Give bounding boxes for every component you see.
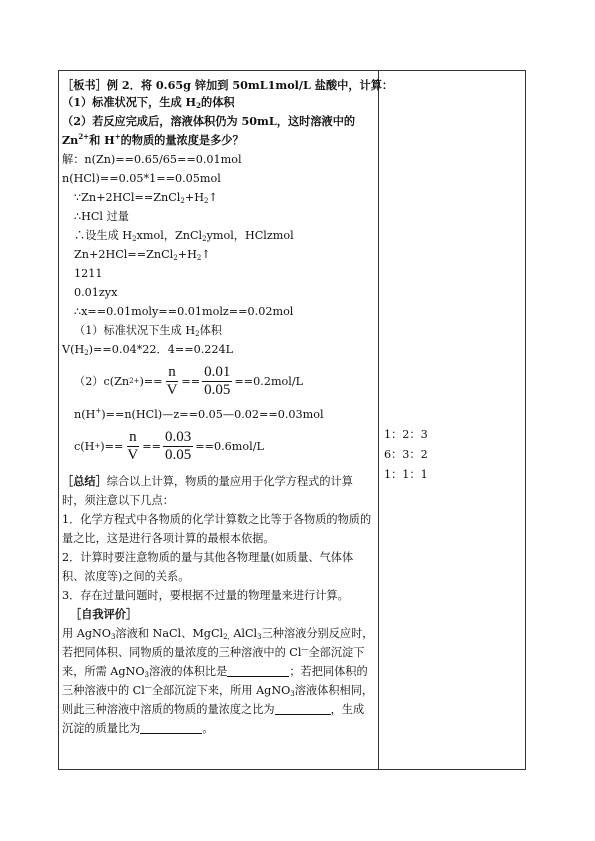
h-ion-moles: n(H+)==n(HCl)—z==0.05—0.02==0.03mol — [74, 407, 324, 421]
question-2-cont: $Zn^{2+}$和 H+的物质的量浓度是多少？ — [62, 132, 244, 147]
solution-line-6: $Zn+2HCl==ZnCl_2+H_2↑$ — [74, 248, 211, 262]
fraction-n-over-v: $\frac{n}{V}$ — [166, 363, 178, 398]
answer-3: 1：1：1 — [384, 468, 428, 481]
answer-blank-2[interactable] — [275, 702, 331, 715]
example-heading: ［板书］例 2．将 0.65g 锌加到 50mL1mol/L 盐酸中，计算： — [62, 78, 394, 92]
solution-line-7: 1211 — [74, 267, 103, 280]
question-2: （2）若反应完成后，溶液体积仍为 50mL，这时溶液中的 — [62, 114, 356, 128]
board-content — [62, 76, 394, 738]
answer-1: 1：2：3 — [384, 428, 428, 441]
answer-2: 6：3：2 — [384, 448, 428, 461]
answer-blank-1[interactable] — [227, 664, 289, 677]
zn-concentration-equation: （2）c(Zn 2+ )== $\frac{n}{V}$ == $\frac{0.01}{0.05}$ ==0.2mol/L — [74, 363, 304, 398]
self-eval-question: 用 AgNO$_3$溶液和 NaCl、MgCl$_{2,}$ AlCl$_3$三种溶液分别反应时，若把同体积、同物质的量浓度的三种溶液中的 Cl—全部沉淀下来，所需 AgNO$_3$溶液的体积比是 ；若把同体积的三种溶液中的 Cl—全部沉淀下来，所用 AgNO$_3$溶液体积相同，则此三种溶液中溶质的物质的量浓度之比为 ，生成沉淀的质量比为 。 — [62, 627, 374, 735]
summary-point-1: 1．化学方程式中各物质的化学计算数之比等于各物质的物质的量之比，这是进行各项计算的最根本依据。 — [62, 513, 372, 545]
solution-line-9: ∴x==0.01moly==0.01molz==0.02mol — [74, 305, 294, 318]
solution-line-10: （1）标准状况下生成 $H_2$体积 — [74, 324, 222, 338]
answer-blank-3[interactable] — [140, 721, 202, 734]
fraction-value: $\frac{0.01}{0.05}$ — [204, 363, 231, 398]
solution-line-3: $\because Zn+2HCl==ZnCl_2+H_2↑$ — [74, 191, 218, 205]
solution-line-5: ∴设生成 $H_2xmol$，ZnCl$_2$ymol，HClzmol — [74, 229, 294, 243]
h-concentration-equation: c(H + )== $\frac{n}{V}$ == $\frac{0.03}{0.05}$ ==0.6mol/L — [74, 428, 264, 463]
summary-point-2: 2．计算时要注意物质的量与其他各物理量(如质量、气体体积、浓度等)之间的关系。 — [62, 551, 354, 583]
solution-line-2: n(HCl)==0.05*1==0.05mol — [62, 172, 221, 185]
solution-line-1: 解：n(Zn)==0.65/65==0.01mol — [62, 153, 242, 166]
summary-intro: ［总结］综合以上计算，物质的量应用于化学方程式的计算时，须注意以下几点： — [62, 474, 353, 507]
solution-line-11: $V(H_2)==0.04*22$．4==0.224L — [62, 343, 234, 357]
solution-line-8: 0.01zyx — [74, 286, 118, 299]
column-divider — [378, 70, 379, 770]
summary-point-3: 3．存在过量问题时，要根据不过量的物理量来进行计算。 — [62, 589, 349, 602]
fraction-n-over-v: $\frac{n}{V}$ — [127, 428, 139, 463]
fraction-value: $\frac{0.03}{0.05}$ — [164, 428, 192, 463]
question-1: （1）标准状况下，生成 $H_2$的体积 — [62, 95, 235, 110]
answer-column — [384, 425, 428, 485]
solution-line-4: ∴HCl 过量 — [74, 210, 129, 223]
self-eval-title: ［自我评价］ — [70, 607, 138, 621]
